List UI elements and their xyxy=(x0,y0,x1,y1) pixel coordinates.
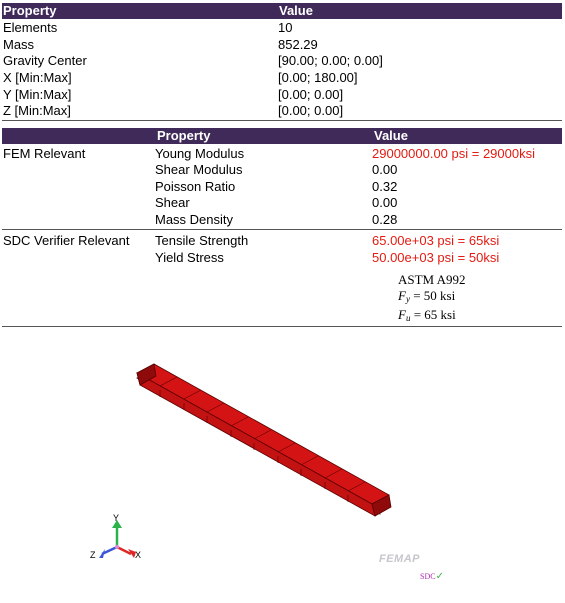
summary-value: [0.00; 180.00] xyxy=(278,70,358,85)
axis-x-label: X xyxy=(135,550,142,560)
summary-value: [0.00; 0.00] xyxy=(278,103,344,118)
material-property: Shear Modulus xyxy=(155,162,243,177)
group-label: FEM Relevant xyxy=(3,146,86,161)
summary-value: 10 xyxy=(278,20,293,35)
model-viewport[interactable] xyxy=(0,330,565,600)
summary-value: [90.00; 0.00; 0.00] xyxy=(278,53,383,68)
material-value: 29000000.00 psi = 29000ksi xyxy=(372,146,535,161)
material-value: 0.32 xyxy=(372,179,398,194)
material-header-value: Value xyxy=(374,128,408,143)
divider xyxy=(2,120,562,121)
beam-model xyxy=(0,330,565,600)
group-label: SDC Verifier Relevant xyxy=(3,233,130,248)
fy-line: $F_y = 50$ ksi xyxy=(398,287,456,304)
material-property: Poisson Ratio xyxy=(155,179,236,194)
summary-label: X [Min:Max] xyxy=(3,70,72,85)
summary-label: Gravity Center xyxy=(3,53,87,68)
material-value: 0.00 xyxy=(372,162,398,177)
summary-label: Elements xyxy=(3,20,58,35)
summary-header-property: Property xyxy=(3,3,57,18)
beam-near-flange xyxy=(137,373,375,516)
material-property: Shear xyxy=(155,195,190,210)
axis-z-label: Z xyxy=(90,550,96,560)
material-value: 0.00 xyxy=(372,195,398,210)
material-value: 50.00e+03 psi = 50ksi xyxy=(372,250,500,265)
material-property: Mass Density xyxy=(155,212,234,227)
summary-label: Y [Min:Max] xyxy=(3,87,72,102)
material-header-property: Property xyxy=(157,128,211,143)
divider xyxy=(2,229,562,230)
axis-y-label: Y xyxy=(113,513,120,523)
summary-table-header xyxy=(2,3,562,19)
fu-line: $F_u = 65$ ksi xyxy=(398,307,456,323)
axis-triad xyxy=(90,513,141,560)
summary-value: [0.00; 0.00] xyxy=(278,87,344,102)
material-table-header xyxy=(2,128,562,144)
material-value: 0.28 xyxy=(372,212,398,227)
summary-value: 852.29 xyxy=(278,37,318,52)
check-icon: ✓ xyxy=(435,571,444,582)
material-property: Young Modulus xyxy=(155,146,245,161)
material-note xyxy=(398,272,466,327)
summary-label: Z [Min:Max] xyxy=(3,103,71,118)
material-property: Tensile Strength xyxy=(155,233,249,248)
divider xyxy=(2,326,562,327)
sdc-logo: SDC✓ xyxy=(420,571,444,582)
summary-label: Mass xyxy=(3,37,35,52)
summary-header-value: Value xyxy=(279,3,313,18)
material-value: 65.00e+03 psi = 65ksi xyxy=(372,233,500,248)
material-property: Yield Stress xyxy=(155,250,224,265)
femap-logo: FEMAP xyxy=(379,553,420,565)
standard-label: ASTM A992 xyxy=(398,272,466,287)
